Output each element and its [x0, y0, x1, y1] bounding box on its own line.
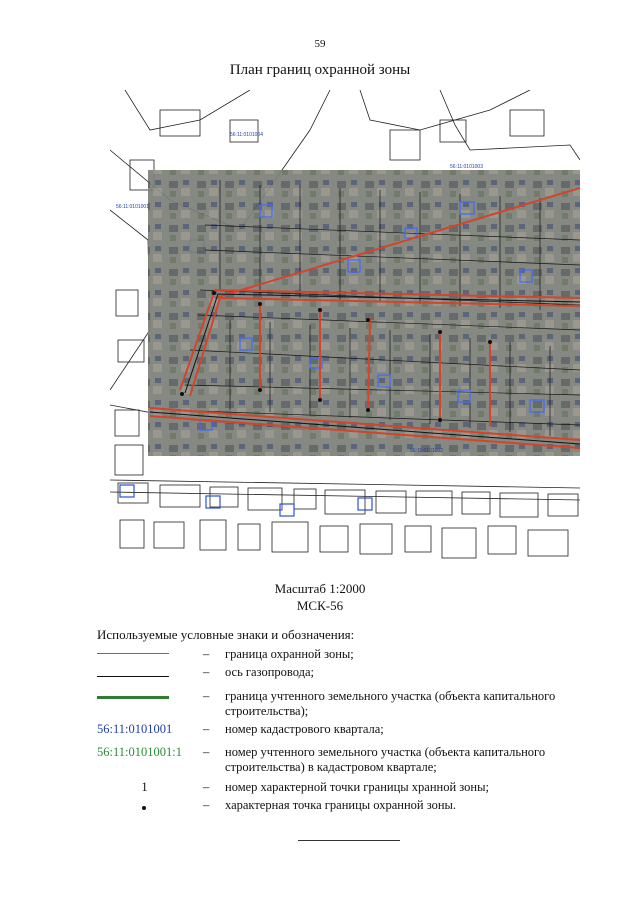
- red-line-symbol: [97, 647, 197, 662]
- legend-text: номер кадастрового квартала;: [225, 722, 384, 736]
- legend-dash: –: [203, 798, 210, 812]
- legend-title: Используемые условные знаки и обозначения:: [97, 627, 355, 642]
- map-quarter-label: 56:11:0101003: [450, 164, 483, 170]
- legend-text: ось газопровода;: [225, 665, 315, 679]
- black-line-symbol: [97, 665, 197, 680]
- quarter-number-sample: 56:11:0101001: [97, 722, 173, 736]
- legend-text: граница учтенного земельного участка (объекта капитального строительства);: [225, 689, 556, 718]
- legend-text: характерная точка границы охранной зоны.: [225, 798, 457, 812]
- legend-text: граница охранной зоны;: [225, 647, 354, 661]
- legend-dash: –: [203, 745, 210, 759]
- legend-dash: –: [203, 647, 210, 661]
- crs-text: МСК-56: [296, 598, 344, 613]
- map-quarter-label: 56:11:0101002: [410, 448, 443, 454]
- map-quarter-label: 56:11:0101001: [116, 204, 149, 210]
- scale-text: Масштаб 1:2000: [274, 581, 366, 596]
- legend-dash: –: [203, 665, 210, 679]
- scale-block: [0, 580, 640, 614]
- green-line-symbol: [97, 689, 197, 704]
- legend-dash: –: [203, 722, 210, 736]
- legend-text: номер характерной точки границы хранной зоны;: [225, 780, 489, 794]
- legend-text: номер учтенного земельного участка (объекта капитального строительства) в кадастровом квартале;: [225, 745, 546, 774]
- cadastral-map[interactable]: [110, 90, 580, 574]
- point-number-sample: 1: [141, 780, 148, 794]
- page-title: План границ охранной зоны: [229, 62, 411, 78]
- legend-dash: –: [203, 689, 210, 703]
- map-quarter-label: 56:11:0101004: [230, 132, 263, 138]
- bottom-rule: [298, 840, 400, 841]
- page-number: 59: [314, 38, 326, 50]
- legend-dash: –: [203, 780, 210, 794]
- dot-symbol: [97, 798, 197, 813]
- parcel-number-sample: 56:11:0101001:1: [97, 745, 182, 759]
